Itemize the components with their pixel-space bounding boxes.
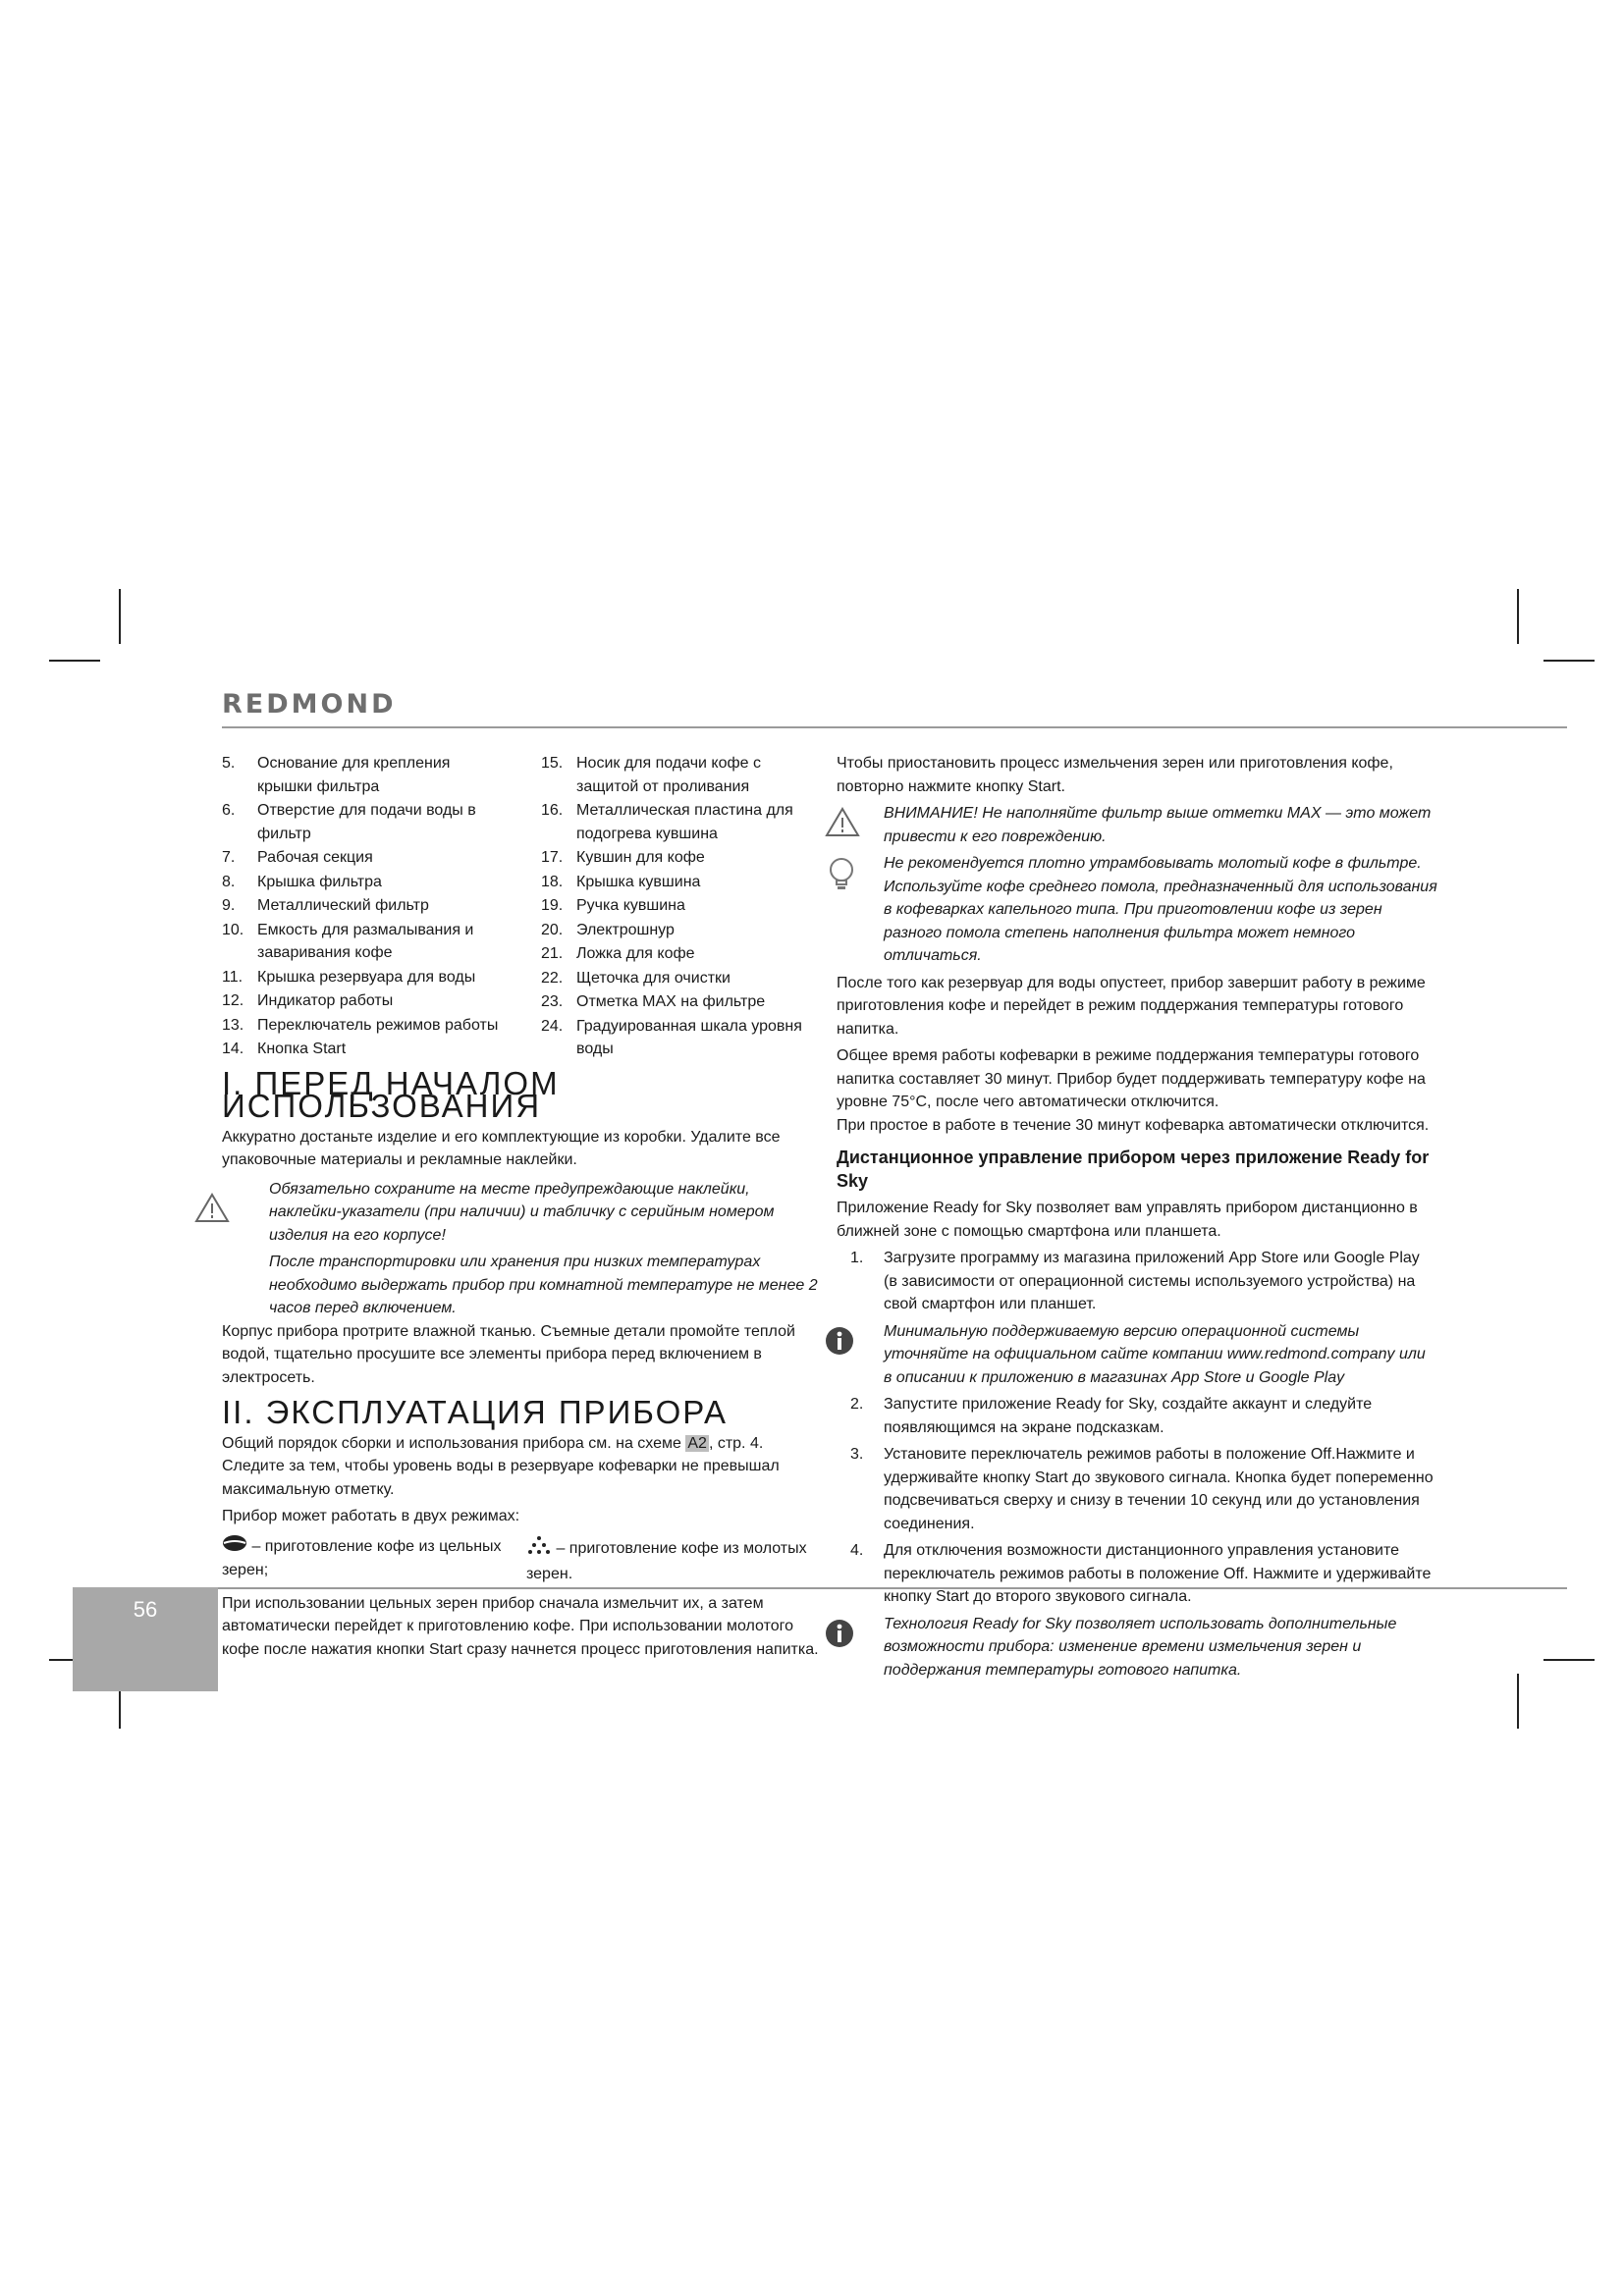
section-title-operation: II. ЭКСПЛУАТАЦИЯ ПРИБОРА (222, 1394, 729, 1430)
paragraph (222, 1432, 821, 1456)
part-text: Ручка кувшина (576, 897, 685, 914)
part-text: Крышка резервуара для воды (257, 968, 476, 986)
part-number: 8. (222, 873, 236, 890)
scheme-reference: A2 (687, 1434, 707, 1452)
part-number: 11. (222, 968, 244, 986)
part-item (222, 871, 499, 894)
part-text: Кувшин для кофе (576, 849, 705, 866)
part-text: Носик для подачи кофе с защитой от проливания (576, 755, 762, 795)
part-text: Крышка кувшина (576, 873, 701, 890)
paragraph: Прибор может работать в двух режимах: (222, 1508, 520, 1524)
ground-coffee-icon (526, 1534, 552, 1564)
steps-list (837, 1393, 1437, 1609)
part-item (222, 752, 499, 798)
warning-icon (825, 806, 860, 845)
part-number: 10. (222, 921, 244, 938)
part-text: Кнопка Start (257, 1041, 347, 1057)
part-text: Электрошнур (576, 921, 675, 938)
paragraph: Чтобы приостановить процесс измельчения зерен или приготовления кофе, повторно нажмите кнопку Start. (837, 755, 1393, 795)
info-icon (825, 1619, 854, 1656)
part-item (222, 846, 499, 870)
part-number: 12. (222, 992, 244, 1009)
coffee-bean-icon (222, 1534, 247, 1560)
tip-note (837, 852, 1437, 968)
part-item (541, 752, 821, 798)
part-number: 19. (541, 897, 564, 914)
info-text: Технология Ready for Sky позволяет использовать дополнительные возможности прибора: изменение времени измельчения зерен и поддержания температуры готового напитка. (884, 1615, 1397, 1679)
part-number: 9. (222, 897, 236, 914)
part-item (541, 894, 821, 918)
warning-note (837, 802, 1437, 848)
part-item (222, 989, 499, 1013)
paragraph: Аккуратно достаньте изделие и его комплектующие из коробки. Удалите все упаковочные материалы и рекламные наклейки. (222, 1128, 781, 1168)
paragraph: При использовании цельных зерен прибор сначала измельчит их, а затем автоматически перейдет к приготовлению кофе. При использовании молотого кофе после нажатия кнопки Start сразу начнется процесс приготовления напитка. (222, 1594, 819, 1658)
page-number: 56 (133, 1597, 158, 1622)
part-number: 13. (222, 1016, 244, 1034)
step-item (837, 1393, 1437, 1439)
mode-whole-beans (222, 1534, 526, 1586)
paragraph: После того как резервуар для воды опустеет, прибор завершит работу в режиме приготовления кофе и перейдет в режим поддержания температуры готового напитка. (837, 974, 1426, 1038)
paragraph: Корпус прибора протрите влажной тканью. Съемные детали промойте теплой водой, тщательно просушите все элементы прибора перед включением в электросеть. (222, 1322, 795, 1386)
part-text: Крышка фильтра (257, 873, 382, 890)
part-item (541, 871, 821, 894)
parts-list (222, 752, 821, 1062)
part-item (222, 1038, 499, 1061)
part-number: 24. (541, 1017, 564, 1035)
paragraph: Общее время работы кофеварки в режиме поддержания температуры готового напитка составляет 30 минут. Прибор будет поддерживать температуру кофе на уровне 75°С, после чего автоматически отключится. (837, 1047, 1426, 1110)
part-item (541, 919, 821, 942)
part-item (541, 799, 821, 845)
part-item (222, 1014, 499, 1038)
part-number: 15. (541, 755, 564, 772)
step-text: Для отключения возможности дистанционного управления установите переключатель режимов работы в положение Off. Нажмите и удерживайте кнопку Start до второго звукового сигнала. (884, 1542, 1432, 1605)
crop-mark (1543, 1659, 1595, 1661)
part-text: Отверстие для подачи воды в фильтр (257, 802, 476, 842)
part-text: Градуированная шкала уровня воды (576, 1017, 802, 1057)
part-item (541, 942, 821, 966)
section-title-before-use: I. ПЕРЕД НАЧАЛОМ ИСПОЛЬЗОВАНИЯ (222, 1064, 560, 1124)
part-text: Емкость для размалывания и заваривания кофе (257, 921, 474, 961)
modes (222, 1534, 821, 1586)
part-item (541, 1015, 821, 1061)
crop-mark (49, 660, 100, 662)
part-text: Переключатель режимов работы (257, 1016, 499, 1034)
text: , стр. 4. (708, 1434, 764, 1452)
part-number: 21. (541, 945, 564, 962)
step-item (837, 1539, 1437, 1609)
crop-mark (119, 589, 121, 644)
part-number: 23. (541, 993, 564, 1010)
crop-mark (1517, 1674, 1519, 1729)
warning-text: После транспортировки или хранения при низких температурах необходимо выдержать прибор при комнатной температуре не менее 2 часов перед включением. (269, 1254, 818, 1316)
part-text: Основание для крепления крышки фильтра (257, 755, 451, 795)
part-text: Щеточка для очистки (576, 969, 731, 987)
part-text: Металлический фильтр (257, 897, 429, 914)
header-rule (222, 726, 1567, 728)
parts-list-right (541, 752, 821, 1062)
part-number: 17. (541, 849, 564, 866)
part-number: 22. (541, 969, 564, 987)
info-icon (825, 1326, 854, 1363)
step-number: 2. (850, 1396, 864, 1413)
mode-text: – приготовление кофе из молотых зерен. (526, 1539, 807, 1582)
part-number: 16. (541, 802, 564, 819)
part-text: Ложка для кофе (576, 945, 695, 962)
step-item (837, 1247, 1437, 1316)
warning-icon (194, 1192, 230, 1231)
info-note (837, 1320, 1437, 1390)
part-number: 7. (222, 849, 236, 866)
part-number: 20. (541, 921, 564, 938)
step-text: Запустите приложение Ready for Sky, создайте аккаунт и следуйте появляющимся на экране подсказкам. (884, 1396, 1373, 1436)
part-item (541, 846, 821, 870)
part-number: 5. (222, 755, 236, 772)
part-number: 14. (222, 1041, 244, 1057)
warning-text: ВНИМАНИЕ! Не наполняйте фильтр выше отметки MAX — это может привести к его повреждению. (884, 805, 1432, 845)
brand-logo: REDMOND (222, 689, 397, 720)
part-item (222, 799, 499, 845)
part-item (541, 967, 821, 990)
mode-ground-coffee (526, 1534, 811, 1586)
part-text: Индикатор работы (257, 992, 394, 1009)
lightbulb-icon (827, 856, 856, 903)
text: Общий порядок сборки и использования прибора см. на схеме (222, 1434, 686, 1452)
part-item (222, 919, 499, 965)
part-item (222, 966, 499, 989)
part-number: 6. (222, 802, 236, 819)
crop-mark (1543, 660, 1595, 662)
step-text: Установите переключатель режимов работы в положение Off.Нажмите и удерживайте кнопку Start до звукового сигнала. Кнопка будет попеременно подсвечиваться сверху и снизу в течении 10 секунд или до установления соединения. (884, 1446, 1434, 1532)
paragraph: Следите за тем, чтобы уровень воды в резервуаре кофеварки не превышал максимальную отметку. (222, 1458, 780, 1498)
right-column (837, 752, 1437, 1682)
tip-text: Не рекомендуется плотно утрамбовывать молотый кофе в фильтре. Используйте кофе среднего помола, предназначенный для использования в кофеварках капельного типа. При приготовлении кофе из зерен разного помола степень наполнения фильтра может немного отличаться. (884, 855, 1437, 964)
step-number: 3. (850, 1446, 864, 1463)
warning-note (222, 1178, 821, 1320)
steps-list (837, 1247, 1437, 1316)
paragraph: Приложение Ready for Sky позволяет вам управлять прибором дистанционно в ближней зоне с помощью смартфона или планшета. (837, 1200, 1418, 1240)
step-text: Загрузите программу из магазина приложений App Store или Google Play (в зависимости от операционной системы используемого устройства) на свой смартфон или планшет. (884, 1250, 1420, 1312)
warning-text: Обязательно сохраните на месте предупреждающие наклейки, наклейки-указатели (при наличии) и табличку с серийным номером изделия на его корпусе! (269, 1180, 775, 1244)
parts-list-left (222, 752, 499, 1062)
step-number: 1. (850, 1250, 864, 1266)
part-item (222, 894, 499, 918)
info-text: Минимальную поддерживаемую версию операционной системы уточняйте на официальном сайте компании www.redmond.company или в описании к приложению в магазинах App Store и Google Play (884, 1322, 1426, 1386)
paragraph: При простое в работе в течение 30 минут кофеварка автоматически отключится. (837, 1116, 1430, 1134)
left-column (222, 752, 821, 1661)
subsection-title-remote-control: Дистанционное управление прибором через приложение Ready for Sky (837, 1148, 1430, 1191)
part-number: 18. (541, 873, 564, 890)
mode-text: – приготовление кофе из цельных зерен; (222, 1537, 502, 1578)
part-text: Металлическая пластина для подогрева кувшина (576, 802, 793, 842)
info-note (837, 1613, 1437, 1682)
part-text: Отметка MAX на фильтре (576, 993, 766, 1010)
step-number: 4. (850, 1542, 864, 1559)
part-item (541, 990, 821, 1014)
step-item (837, 1443, 1437, 1535)
part-text: Рабочая секция (257, 849, 373, 866)
crop-mark (1517, 589, 1519, 644)
